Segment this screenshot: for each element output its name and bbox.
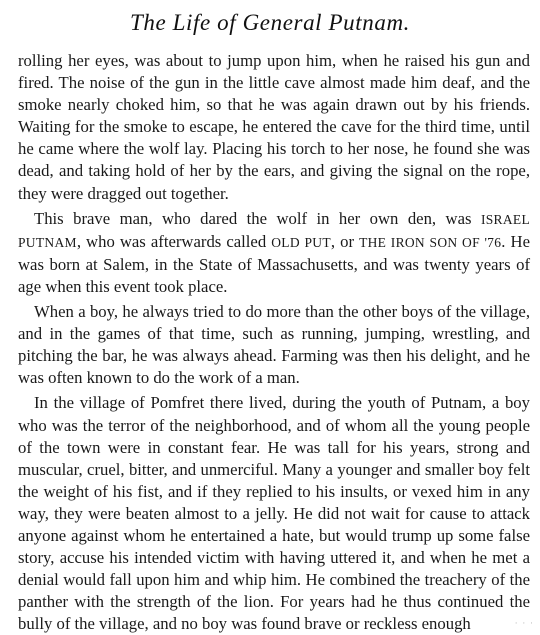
text-run: . He was born at Salem, in the State of Massachusetts, and was twenty years of age when this event took place. <box>18 231 530 296</box>
name-old-put: OLD PUT <box>271 234 331 250</box>
paragraph-putnam-intro <box>18 208 530 298</box>
name-israel-putnam: ISRAEL PUTNAM <box>18 211 530 250</box>
paragraph-wolf-cave: rolling her eyes, was about to jump upon him, when he raised his gun and fired. The noise of the gun in the little cave almost made him deaf, and the smoke nearly choked him, so that he was again drawn out by his friends. Waiting for the smoke to escape, he entered the cave for the third time, until he came where the wolf lay. Placing his torch to her nose, he found she was dead, and taking hold of her by the ears, and giving the signal on the rope, they were dragged out together. <box>18 51 530 203</box>
text-run: This brave man, who dared the wolf in her own den, was <box>34 208 481 228</box>
text-run: , or <box>330 231 360 251</box>
text-run: , who was afterwards called <box>76 231 272 251</box>
paragraph-pomfret-bully: In the village of Pomfret there lived, during the youth of Putnam, a boy who was the terror of the neighborhood, and of whom all the young people of the town were in constant fear. He was tall for his years, strong and muscular, cruel, bitter, and unmerciful. Many a younger and smaller boy felt the weight of his fist, and if they replied to his insults, or vexed him in any way, they were beaten almost to a jelly. He did not wait for cause to attack anyone against whom he entertained a hate, but would trump up some false story, accuse his intended victim with having uttered it, and when he met a denial would fall upon him and whip him. He combined the treachery of the panther with the strength of the lion. For years had he thus continued the bully of the village, and no boy was found brave or reckless enough <box>18 393 530 634</box>
name-iron-son: THE IRON SON OF '76 <box>359 234 502 250</box>
page-title: The Life of General Putnam. <box>129 10 411 35</box>
corner-mark: · · · <box>514 619 534 629</box>
body-text <box>18 50 530 635</box>
paragraph-boyhood: When a boy, he always tried to do more than the other boys of the village, and in the games of that time, such as running, jumping, wrestling, and pitching the bar, he was always ahead. Farming was then his delight, and he was often known to do the work of a man. <box>18 302 530 388</box>
